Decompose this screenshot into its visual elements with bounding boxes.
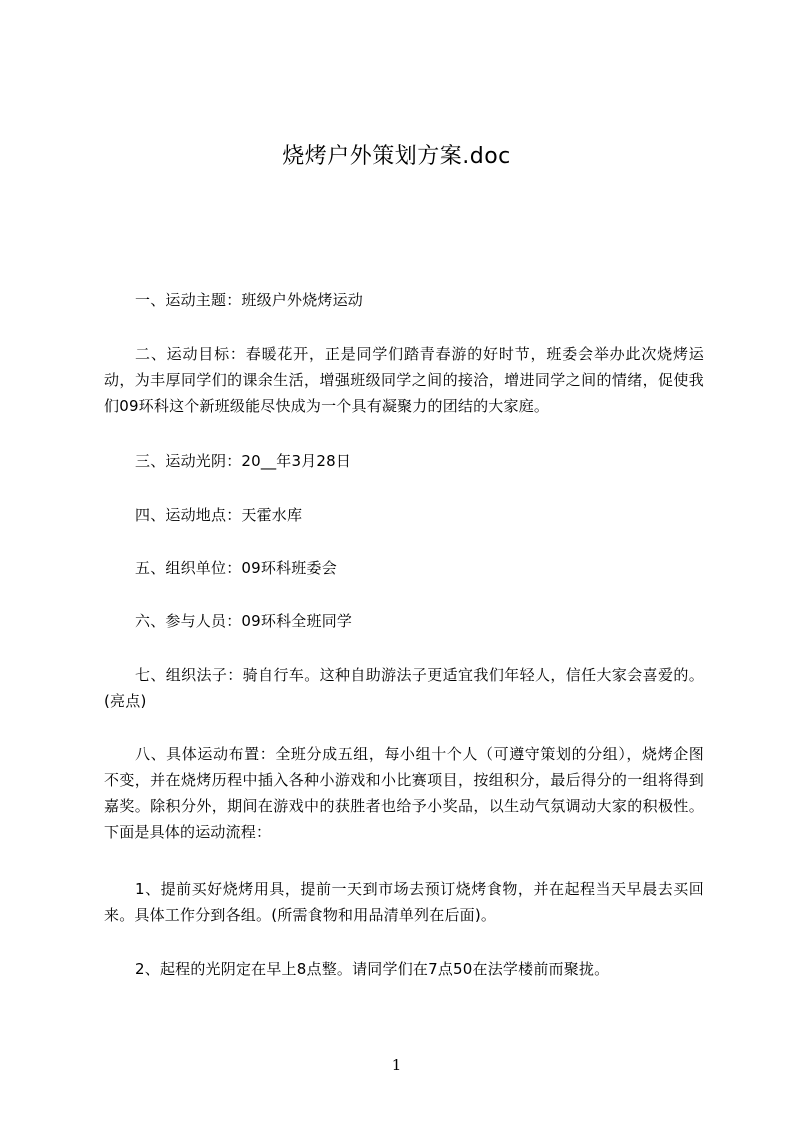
paragraph-participants: 六、参与人员：09环科全班同学: [135, 612, 353, 630]
paragraph-activity-arrangement: 八、具体运动布置：全班分成五组，每小组十个人（可遵守策划的分组），烧烤企图不变，并在烧烤历程中插入各种小游戏和小比赛项目，按组积分，最后得分的一组将得到嘉奖。除积分外，期间在游戏中的获胜者也给予小奖品，以生动气氛调动大家的积极性。下面是具体的运动流程：: [104, 745, 704, 841]
page-number: 1: [391, 1056, 402, 1074]
document-title: 烧烤户外策划方案.doc: [282, 144, 511, 169]
paragraph-activity-location: 四、运动地点：天霍水库: [135, 506, 303, 524]
paragraph-activity-theme: 一、运动主题：班级户外烧烤运动: [135, 291, 364, 309]
paragraph-step-2: 2、起程的光阴定在早上8点整。请同学们在7点50在法学楼前而聚拢。: [135, 960, 610, 978]
paragraph-organization-method: 七、组织法子：骑自行车。这种自助游法子更适宜我们年轻人，信任大家会喜爱的。(亮点): [104, 666, 704, 710]
paragraph-activity-time: 三、运动光阴：20__年3月28日: [135, 452, 352, 470]
paragraph-activity-goal: 二、运动目标：春暖花开，正是同学们踏青春游的好时节，班委会举办此次烧烤运动，为丰厚同学们的课余生活，增强班级同学之间的接洽，增进同学之间的情绪，促使我们09环科这个新班级能尽快成为一个具有凝聚力的团结的大家庭。: [104, 345, 704, 415]
paragraph-step-1: 1、提前买好烧烤用具，提前一天到市场去预订烧烤食物，并在起程当天早晨去买回来。具体工作分到各组。(所需食物和用品清单列在后面)。: [104, 880, 704, 924]
paragraph-organizer: 五、组织单位：09环科班委会: [135, 559, 337, 577]
